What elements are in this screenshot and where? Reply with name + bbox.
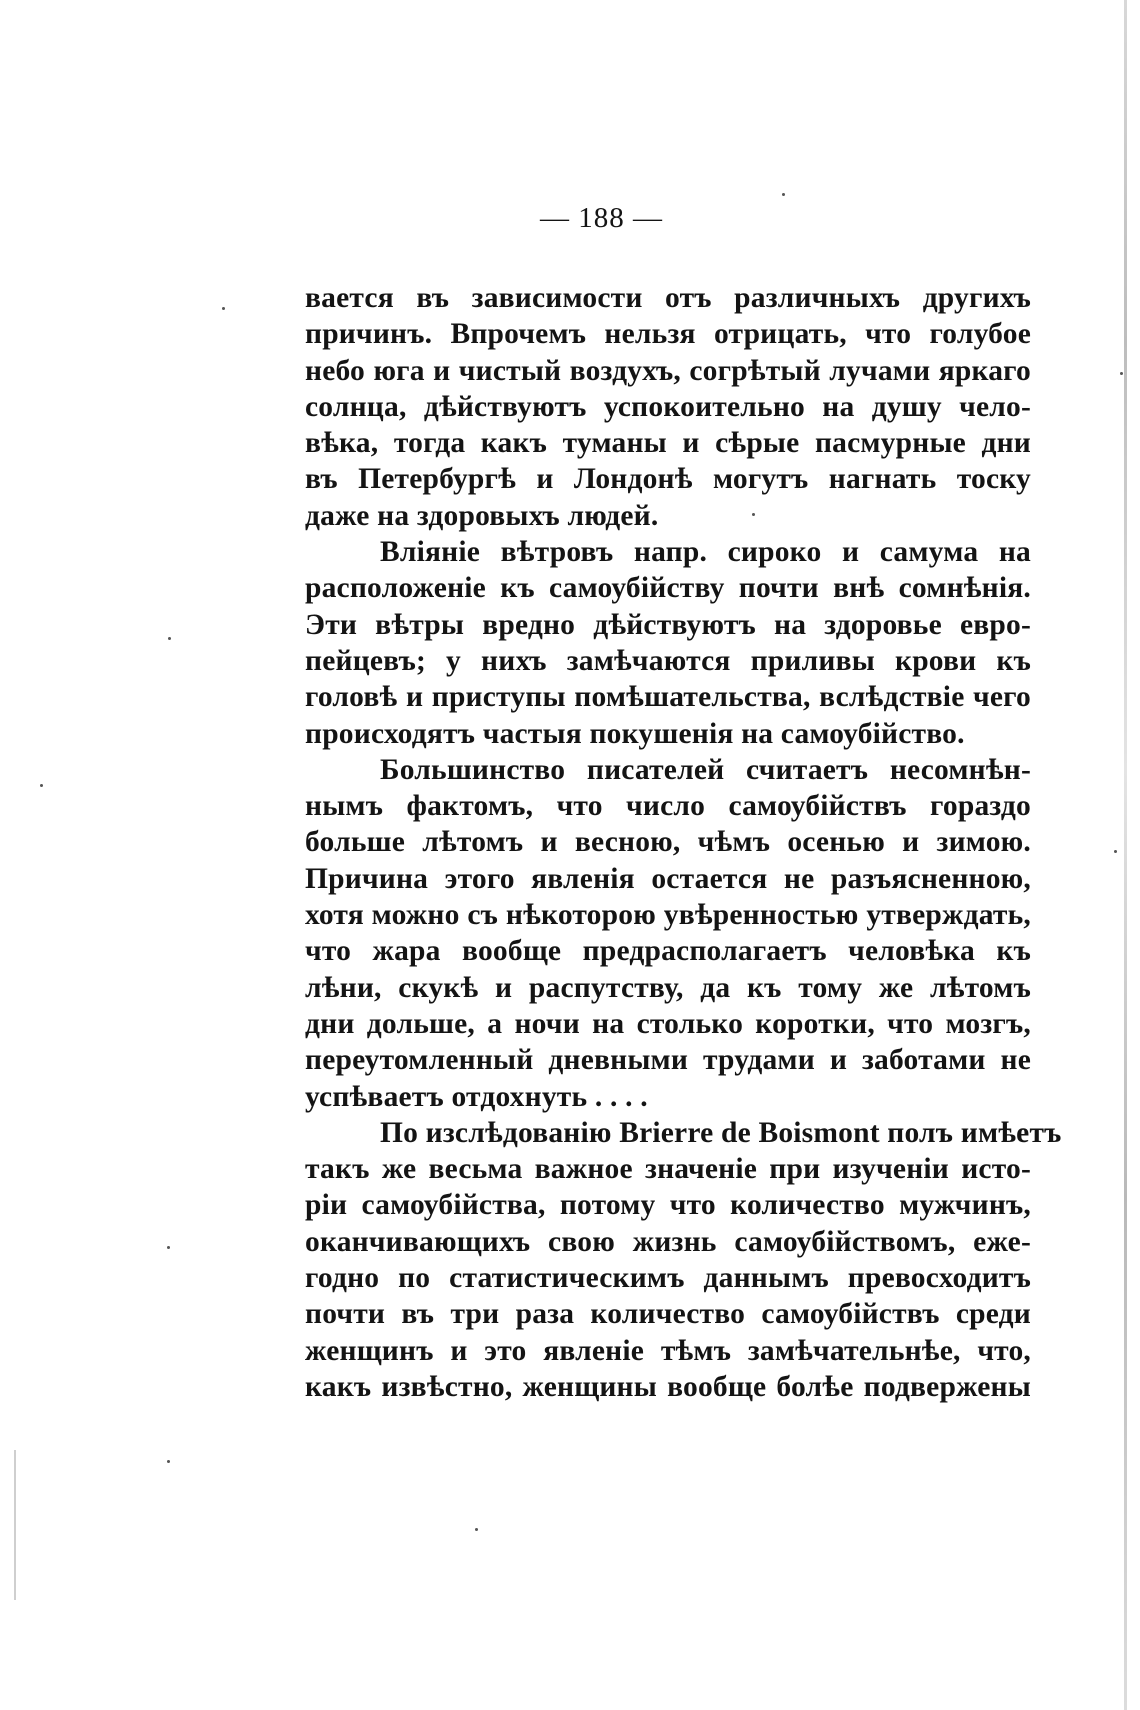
scan-speck [222, 307, 225, 310]
text-line: пейцевъ; у нихъ замѣчаются приливы крови къ [305, 644, 1031, 677]
text-line: больше лѣтомъ и весною, чѣмъ осенью и зимою. [305, 826, 1031, 859]
text-line: годно по статистическимъ даннымъ превосходитъ [305, 1262, 1031, 1295]
text-line: Эти вѣтры вредно дѣйствуютъ на здоровье евро- [305, 608, 1031, 641]
text-line: какъ извѣстно, женщины вообще болѣе подвержены [305, 1370, 1031, 1403]
text-line: такъ же весьма важное значеніе при изученіи исто- [305, 1153, 1031, 1186]
text-line: почти въ три раза количество самоубійствъ среди [305, 1298, 1031, 1331]
text-line: ріи самоубійства, потому что количество мужчинъ, [305, 1189, 1031, 1222]
text-line: происходятъ частыя покушенія на самоубійство. [305, 717, 965, 750]
scan-speck [475, 1528, 478, 1531]
text-line: переутомленный дневными трудами и заботами не [305, 1044, 1031, 1077]
text-line: Вліяніе вѣтровъ напр. сироко и самума на [380, 536, 1031, 569]
page-number: — 188 — [540, 202, 663, 234]
scan-speck [167, 1460, 170, 1463]
text-line: Большинство писателей считаетъ несомнѣн- [380, 753, 1031, 786]
page-left-edge-mark [14, 1450, 16, 1600]
text-line: лѣни, скукѣ и распутству, да къ тому же лѣтомъ [305, 971, 1031, 1004]
text-line: успѣваетъ отдохнуть . . . . [305, 1080, 648, 1113]
scan-speck [167, 1246, 170, 1249]
page-edge-shadow [1124, 0, 1127, 1710]
body-text [305, 280, 1062, 1405]
text-line: женщинъ и это явленіе тѣмъ замѣчательнѣе, что, [305, 1334, 1031, 1367]
scan-speck [1120, 372, 1123, 375]
text-line: причинъ. Впрочемъ нельзя отрицать, что голубое [305, 318, 1031, 351]
text-line: хотя можно съ нѣкоторою увѣренностью утверждать, [305, 899, 1031, 932]
scan-speck [168, 637, 171, 640]
text-line: дни дольше, а ночи на столько коротки, что мозгъ, [305, 1007, 1031, 1040]
text-line: что жара вообще предрасполагаетъ человѣка къ [305, 935, 1031, 968]
text-line: Причина этого явленія остается не разъясненною, [305, 862, 1031, 895]
scan-speck [40, 784, 43, 787]
text-line: головѣ и приступы помѣшательства, вслѣдствіе чего [305, 681, 1031, 714]
text-line: небо юга и чистый воздухъ, согрѣтый лучами яркаго [305, 354, 1031, 387]
scan-speck [1114, 850, 1117, 853]
text-line: вѣка, тогда какъ туманы и сѣрые пасмурные дни [305, 427, 1031, 460]
text-line: По изслѣдованію Brierre de Boismont полъ имѣетъ [380, 1116, 1062, 1149]
scan-speck [782, 193, 785, 196]
text-line: нымъ фактомъ, что число самоубійствъ гораздо [305, 790, 1031, 823]
text-line: солнца, дѣйствуютъ успокоительно на душу чело- [305, 390, 1031, 423]
text-line: вается въ зависимости отъ различныхъ другихъ [305, 282, 1031, 314]
text-line: даже на здоровыхъ людей. [305, 499, 659, 532]
text-line: расположеніе къ самоубійству почти внѣ сомнѣнія. [305, 572, 1031, 605]
text-line: въ Петербургѣ и Лондонѣ могутъ нагнать тоску [305, 463, 1031, 496]
text-line: оканчивающихъ свою жизнь самоубійствомъ, еже- [305, 1225, 1031, 1258]
